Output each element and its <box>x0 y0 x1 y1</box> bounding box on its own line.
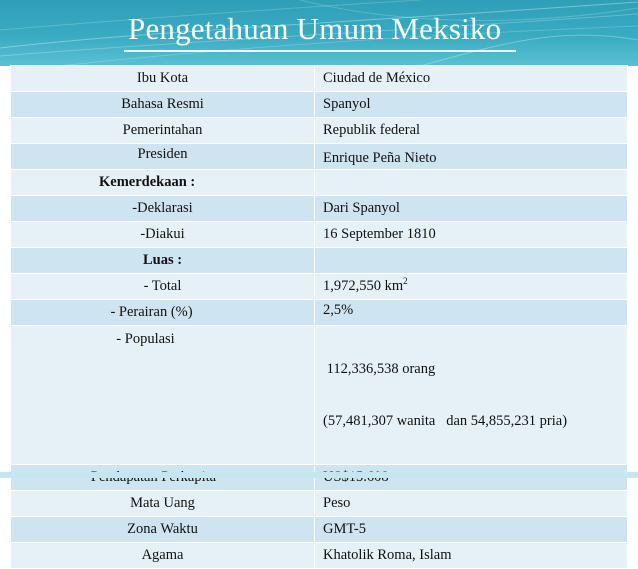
row-label: Pemerintahan <box>11 118 315 144</box>
table-row <box>11 517 628 543</box>
row-label: -Deklarasi <box>11 196 315 222</box>
table-row <box>11 66 628 92</box>
title-underline <box>124 50 516 52</box>
row-label: - Populasi <box>11 326 315 465</box>
row-label: Zona Waktu <box>11 517 315 543</box>
footer-band <box>0 472 638 478</box>
row-value: Ciudad de México <box>315 66 628 92</box>
slide-title: Pengetahuan Umum Meksiko <box>128 11 502 46</box>
table-row <box>11 196 628 222</box>
header-band <box>0 0 638 66</box>
row-label: Bahasa Resmi <box>11 92 315 118</box>
table-row <box>11 543 628 569</box>
row-value: Republik federal <box>315 118 628 144</box>
table-row-section <box>11 170 628 196</box>
row-value: GMT-5 <box>315 517 628 543</box>
row-value: Khatolik Roma, Islam <box>315 543 628 569</box>
row-value: 16 September 1810 <box>315 222 628 248</box>
table-row-section <box>11 248 628 274</box>
section-label-luas: Luas : <box>11 248 315 274</box>
row-label: - Perairan (%) <box>11 300 315 326</box>
table-row <box>11 118 628 144</box>
table-row <box>11 491 628 517</box>
row-label: Presiden <box>11 144 315 170</box>
table-row <box>11 92 628 118</box>
table-row <box>11 326 628 465</box>
row-label: Mata Uang <box>11 491 315 517</box>
table-row <box>11 300 628 326</box>
info-table <box>10 65 628 569</box>
area-unit-superscript: 2 <box>403 276 408 287</box>
row-label: -Diakui <box>11 222 315 248</box>
row-label: Ibu Kota <box>11 66 315 92</box>
row-value <box>315 274 628 300</box>
table-row <box>11 144 628 170</box>
population-breakdown: (57,481,307 wanita dan 54,855,231 pria) <box>323 413 568 429</box>
row-value: Dari Spanyol <box>315 196 628 222</box>
row-label: - Total <box>11 274 315 300</box>
area-value: 1,972,550 km <box>323 278 404 294</box>
row-value <box>315 326 628 465</box>
table-row <box>11 274 628 300</box>
row-label: Agama <box>11 543 315 569</box>
section-label-kemerdekaan: Kemerdekaan : <box>11 170 315 196</box>
row-value: Spanyol <box>315 92 628 118</box>
table-row <box>11 222 628 248</box>
row-value <box>315 170 628 196</box>
row-value <box>315 248 628 274</box>
row-value: Peso <box>315 491 628 517</box>
population-total: 112,336,538 orang <box>323 361 436 377</box>
row-value: Enrique Peña Nieto <box>315 144 628 170</box>
row-value: 2,5% <box>315 300 628 326</box>
